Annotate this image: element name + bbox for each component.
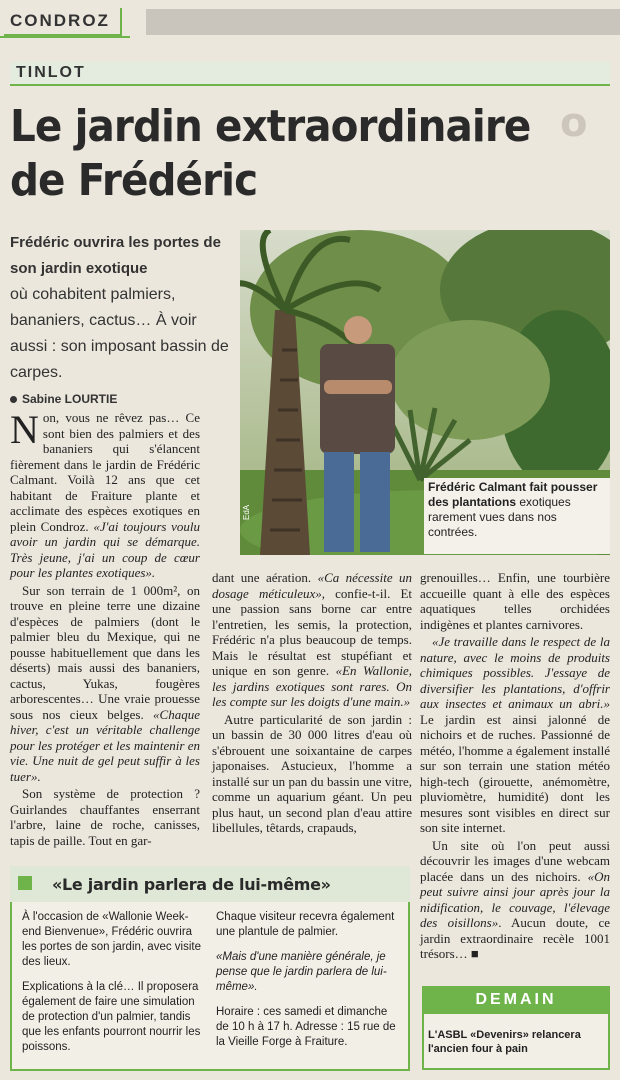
col2-paragraph-1 — [212, 570, 412, 710]
col1-paragraph-3: Son système de protection ? Guirlandes chauffantes enserrant l'arbre, laine de roche, canisses, tapis de paille. Tout en gar- — [10, 786, 200, 848]
info-box-title: «Le jardin parlera de lui-même» — [52, 875, 331, 894]
col3-paragraph-3 — [420, 838, 610, 962]
box-c2-paragraph-1: Chaque visiteur recevra également une plantule de palmier. — [216, 911, 395, 938]
box-c1-paragraph-2: Explications à la clé… Il proposera également de faire une simulation de protection d'un palmier, tandis que les enfants pourront nourrir les poissons. — [22, 981, 201, 1053]
col2-p1-text-a: dant une aération. — [212, 570, 318, 585]
col3-p2-quote: «Je travaille dans le respect de la nature, avec le moins de produits chimiques possibles. J'essaye de diversifier les plantations, d'offrir aux insectes et animaux un abri.» — [420, 634, 610, 711]
photo-caption — [424, 478, 610, 554]
col2-p1-quote-2: «En Wallonie, les jardins exotiques sont rares. On les compte sur les doigts d'une main.» — [212, 663, 412, 709]
col2-paragraph-2: Autre particularité de son jardin : un bassin de 30 000 litres d'eau où s'ébrouent une soixantaine de carpes japonaises. Astucieux, l'homme a installé sur un pan du bassin une vitre, comme un aquarium géant. Un peu plus haut, un second plan d'eau attire libellules, têtards, crapauds, — [212, 711, 412, 835]
article-column-1 — [10, 407, 200, 850]
col3-p3-quote: «On peut suivre ainsi jour après jour la nidification, le couvage, l'élevage des oisillons» — [420, 868, 610, 930]
col3-p2-text: Le jardin est ainsi jalonné de nichoirs et de ruches. Passionné de météo, l'homme a également installé sur son terrain une station météo high-tech (girouette, anémomètre, pluviomètre, humidité) dont les mesures sont visibles en direct sur son site internet. — [420, 711, 610, 835]
col1-paragraph-2 — [10, 583, 200, 785]
article-column-3 — [420, 570, 610, 964]
col2-p1-text-b: , confie-t-il. Et une passion sans borne car entre l'entretien, les semis, la protection, Frédéric n'a plus beaucoup de temps. Mais le résultat est stupéfiant et unique en son genre. — [212, 585, 412, 678]
box-c1-paragraph-1: À l'occasion de «Wallonie Week-end Bienvenue», Frédéric ouvrira les portes de son jardin, avec visite des lieux. — [22, 911, 201, 968]
byline-bullet-icon — [10, 396, 17, 403]
col1-p1-quote: «J'ai toujours voulu avoir un jardin qui se démarque. Très jeune, j'ai un coup de cœur pour les plantes exotiques». — [10, 518, 200, 580]
section-label: CONDROZ — [4, 8, 122, 36]
col3-p3-text-b: . Aucun doute, ce jardin extraordinaire recèle 1001 trésors… ■ — [420, 915, 610, 961]
info-box-column-1 — [22, 910, 202, 1065]
headline — [10, 100, 562, 208]
header-band — [146, 9, 620, 35]
drop-cap: N — [10, 407, 39, 452]
ghost-text: o — [560, 100, 588, 146]
box-c2-paragraph-3: Horaire : ces samedi et dimanche de 10 h à 17 h. Adresse : 15 rue de la Vieille Forge à Fraiture. — [216, 1006, 396, 1048]
byline-author: Sabine LOURTIE — [22, 392, 118, 406]
col1-p2-quote: «Chaque hiver, c'est un véritable challenge pour les protéger et les maintenir en vie. Une nuit de gel peut suffir à les tuer». — [10, 706, 200, 784]
col1-p1-text: on, vous ne rêvez pas… Ce sont bien des palmiers et des bananiers qui s'élancent fièrement dans le jardin de Frédéric Calmant. Voilà 12 ans que cet habitant de Fraiture plante et acclimate des espèces exotiques en plein Condroz. — [10, 410, 200, 534]
col1-paragraph-1 — [10, 407, 200, 581]
headline-line-2: de Frédéric — [10, 155, 258, 206]
col3-paragraph-1: grenouilles… Enfin, une tourbière accueille quant à elle des espèces aquatiques telles orchidées indigènes et plantes carnivores. — [420, 570, 610, 632]
article-column-2 — [212, 570, 412, 838]
info-box-column-2 — [216, 910, 396, 1060]
town-band — [10, 62, 610, 84]
col3-paragraph-2 — [420, 634, 610, 836]
box-c2-paragraph-2: «Mais d'une manière générale, je pense que le jardin parlera de lui-même». — [216, 951, 387, 993]
lead-text: où cohabitent palmiers, bananiers, cactus… À voir aussi : son imposant bassin de carpes. — [10, 286, 229, 381]
lead-bold: Frédéric ouvrira les portes de son jardin exotique — [10, 234, 221, 277]
col2-p1-quote: «Ca nécessite un dosage méticuleux» — [212, 570, 413, 601]
byline — [10, 392, 117, 406]
town-label: TINLOT — [16, 64, 86, 81]
photo-credit: EdA — [242, 504, 251, 520]
demain-label: DEMAIN — [422, 986, 610, 1014]
square-bullet-icon — [18, 876, 32, 890]
col1-p2-text: Sur son terrain de 1 000m², on trouve en pleine terre une dizaine d'espèces de palmiers (dont le palmier bleu du Mexique, qui ne pousse habituellement que dans les déserts) mais aussi des bananiers, cactus, Yukas, fougères arborescentes… Une vraie prouesse sous nos cieux belges. — [10, 582, 200, 722]
caption-bold: Frédéric Calmant fait pousser des plantations — [428, 480, 598, 509]
town-underline — [10, 84, 610, 86]
headline-line-1: Le jardin extraordinaire — [10, 101, 531, 152]
section-underline — [0, 36, 130, 38]
col3-p3-text-a: Un site où l'on peut aussi découvrir les images d'une webcam placée dans un des nichoirs. — [420, 837, 610, 884]
demain-text: L'ASBL «Devenirs» relancera l'ancien four à pain — [428, 1029, 581, 1055]
caption-text: exotiques rarement vues dans nos contrées. — [428, 495, 571, 539]
